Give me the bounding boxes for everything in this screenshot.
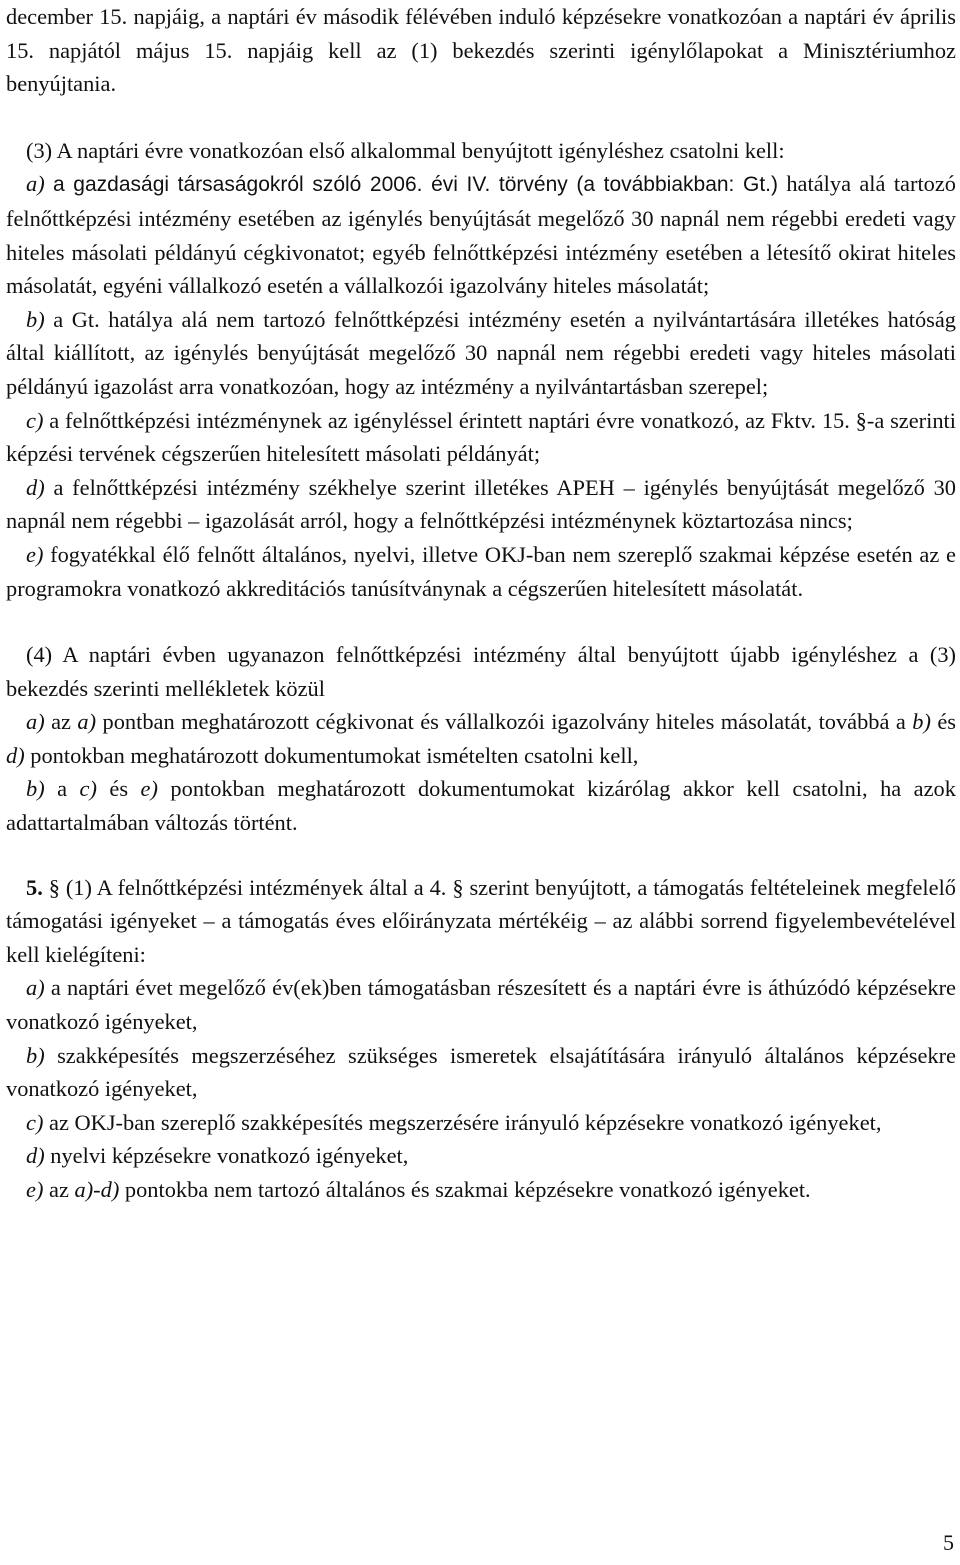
- section-5-item-c: [6, 1106, 956, 1140]
- item-c-text: a felnőttképzési intézménynek az igényléssel érintett naptári évre vonatkozó, az Fktv. 15. §-a szerinti képzési tervének cégszerűen hitelesített másolati példányát;: [6, 407, 956, 467]
- item-label: c): [26, 407, 44, 433]
- section-5-heading-text: § (1) A felnőttképzési intézmények által a 4. § szerint benyújtott, a támogatás feltételeinek megfelelő támogatási igényeket – a támogatás éves előirányzata mértékéig – az alábbi sorrend figyelembevételével kell kielégíteni:: [6, 874, 956, 967]
- item-e-text: fogyatékkal élő felnőtt általános, nyelvi, illetve OKJ-ban nem szereplő szakmai képzése esetén az e programokra vonatkozó akkreditációs tanúsítványnak a cégszerűen hitelesített másolatát.: [6, 541, 956, 601]
- item-label: d): [26, 1143, 45, 1169]
- item-b-text: a Gt. hatálya alá nem tartozó felnőttképzési intézmény esetén a nyilvántartására illetékes hatóság által kiállított, az igénylés benyújtását megelőző 30 napnál nem régebbi eredeti vagy hiteles másolati példányú igazolást arra vonatkozóan, hogy az intézmény a nyilvántartásban szerepel;: [6, 306, 956, 399]
- item-text: a: [57, 776, 68, 802]
- item-a-text: hatálya alá tartozó felnőttképzési intézmény esetében az igénylés benyújtását megelőző 30 napnál nem régebbi eredeti vagy hiteles másolati példányú cégkivonatot; egyéb felnőttképzési intézmény esetében a létesítő okirat hiteles másolatát, egyéni vállalkozó esetén a vállalkozói igazolvány hiteles másolatát;: [6, 171, 956, 299]
- section-4-item-a: [6, 705, 956, 772]
- point-reference: e): [140, 776, 158, 802]
- section-3-item-b: [6, 303, 956, 404]
- item-label: b): [26, 776, 45, 802]
- point-reference: c): [79, 776, 97, 802]
- point-reference: a)-d): [74, 1177, 120, 1202]
- item-a-sans-text: a gazdasági társaságokról szóló 2006. évi IV. törvény (a továbbiakban: Gt.): [53, 173, 778, 197]
- section-number: 5.: [26, 874, 43, 900]
- item-label: a): [26, 975, 45, 1001]
- item-text: pontokban meghatározott dokumentumokat ismételten csatolni kell,: [30, 742, 639, 768]
- section-3-item-a: [6, 167, 956, 302]
- item-label: c): [26, 1109, 44, 1135]
- item-label: d): [26, 474, 45, 500]
- item-text: nyelvi képzésekre vonatkozó igényeket,: [50, 1143, 409, 1169]
- section-3-heading: (3) A naptári évre vonatkozóan első alkalommal benyújtott igényléshez csatolni kell:: [26, 137, 785, 163]
- item-label: e): [26, 1177, 44, 1202]
- item-text: az OKJ-ban szereplő szakképesítés megszerzésére irányuló képzésekre vonatkozó igényeket,: [49, 1109, 882, 1135]
- item-label: a): [26, 709, 45, 735]
- item-d-text: a felnőttképzési intézmény székhelye szerint illetékes APEH – igénylés benyújtását megelőző 30 napnál nem régebbi – igazolását arról, hogy a felnőttképzési intézménynek köztartozása nincs;: [6, 474, 956, 534]
- point-reference: a): [77, 709, 97, 735]
- item-label: e): [26, 541, 44, 567]
- item-text: a naptári évet megelőző év(ek)ben támogatásban részesített és a naptári évre is áthúzódó képzésekre vonatkozó igényeket,: [6, 975, 956, 1035]
- page-number: 5: [943, 1530, 954, 1555]
- item-text: pontban meghatározott cégkivonat és vállalkozói igazolvány hiteles másolatát, továbbá a: [102, 709, 906, 735]
- section-5-item-e: [6, 1173, 956, 1207]
- intro-paragraph: december 15. napjáig, a naptári év második félévében induló képzésekre vonatkozóan a naptári év április 15. napjától május 15. napjáig kell az (1) bekezdés szerinti igénylőlapokat a Minisztériumhoz benyújtania.: [6, 4, 956, 97]
- item-text: az: [49, 1177, 69, 1202]
- document-page: [6, 0, 956, 1207]
- section-5-heading: [6, 871, 956, 972]
- item-label: b): [26, 1042, 45, 1068]
- section-3-item-c: [6, 404, 956, 471]
- point-reference: b): [912, 709, 931, 735]
- point-reference: d): [6, 742, 25, 768]
- section-5-item-a: [6, 971, 956, 1038]
- item-text: pontokba nem tartozó általános és szakmai képzésekre vonatkozó igényeket.: [124, 1177, 811, 1202]
- item-text: pontokban meghatározott dokumentumokat kizárólag akkor kell csatolni, ha azok adattartalmában változás történt.: [6, 776, 956, 836]
- item-text: és: [937, 709, 956, 735]
- item-label: b): [26, 306, 45, 332]
- section-4-item-b: [6, 772, 956, 839]
- item-text: az: [51, 709, 71, 735]
- item-label: a): [26, 171, 45, 197]
- section-3-item-d: [6, 471, 956, 538]
- section-3-item-e: [6, 538, 956, 605]
- item-text: szakképesítés megszerzéséhez szükséges ismeretek elsajátítására irányuló általános képzésekre vonatkozó igényeket,: [6, 1042, 956, 1102]
- section-5-item-d: [6, 1139, 956, 1173]
- item-text: és: [109, 776, 129, 802]
- section-4-heading: (4) A naptári évben ugyanazon felnőttképzési intézmény által benyújtott újabb igényléshez a (3) bekezdés szerinti mellékletek közül: [6, 642, 956, 701]
- section-5-item-b: [6, 1039, 956, 1106]
